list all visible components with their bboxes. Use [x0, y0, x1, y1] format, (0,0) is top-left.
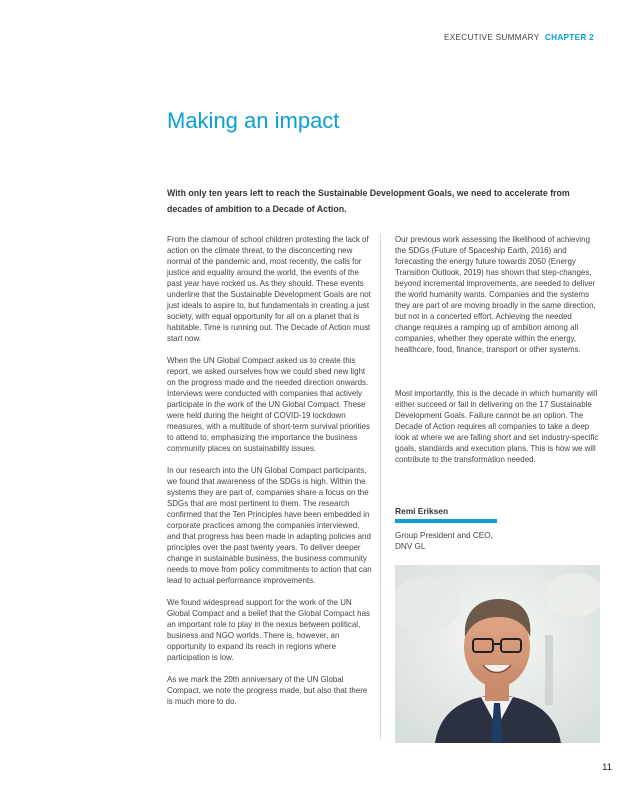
left-paragraph-5: As we mark the 20th anniversary of the UN Global Compact, we note the progress made, but also that there is much more to do.: [167, 675, 368, 706]
page-title: Making an impact: [167, 108, 340, 133]
page-number: 11: [602, 762, 612, 773]
profile-accent-bar: [395, 519, 497, 523]
running-header: [444, 33, 594, 42]
right-paragraph-2: Most importantly, this is the decade in which humanity will either succeed or fail in delivering on the 17 Sustainable Development Goals. Failure cannot be an option. The Decade of Action requires all companies to take a deep look at where we are falling short and set industry-specific goals, standards and execution plans. This is how we will contribute to the transformation needed.: [395, 389, 599, 464]
left-paragraph-3: In our research into the UN Global Compact participants, we found that awareness of the SDGs is high. Within the systems they are part of, companies share a focus on the SDGs that are most pertinent to them. The research confirmed that the Ten Principles have been embedded in corporate practices among the companies interviewed, and that progress has been made in adapting policies and principles over the past twenty years. To deliver deeper change in sustainable business, the business community needs to move from policy commitments to action that can lead to actual performance improvements.: [167, 466, 372, 585]
header-chapter: CHAPTER 2: [544, 33, 594, 42]
left-paragraph-1: From the clamour of school children protesting the lack of action on the climate threat, to the disconcerting new normal of the pandemic and, most recently, the calls for justice and equality around the world, the events of the past year have rocked us. As they should. These events underline that the Sustainable Development Goals are not just ideals to aspire to, but fundamentals in creating a just society, with equal opportunity for all on a planet that is habitable. Time is running out. The Decade of Action must start now.: [167, 235, 371, 343]
left-column: [167, 234, 372, 718]
header-section: EXECUTIVE SUMMARY: [443, 33, 540, 42]
portrait-illustration: [395, 565, 600, 743]
left-paragraph-4: We found widespread support for the work of the UN Global Compact and a belief that the Global Compact has an important role to play in the nexus between political, business and NGO worlds. There is, however, an opportunity to expand its reach in regions where participation is low.: [167, 598, 370, 662]
column-divider: [380, 234, 381, 739]
portrait-photo: [395, 565, 600, 743]
right-paragraph-1: Our previous work assessing the likelihood of achieving the SDGs (Future of Spaceship Earth, 2016) and forecasting the energy future towards 2050 (Energy Transition Outlook, 2019) has shown that step-changes, beyond incremental improvements, are needed to deliver the world humanity wants. Companies and the systems they are part of are moving broadly in the same direction, but not in a concerted effort. Achieving the needed change requires a ramping up of ambition among all companies, whether they operate within the energy, healthcare, food, finance, transport or other systems.: [395, 235, 596, 354]
left-paragraph-2: When the UN Global Compact asked us to create this report, we asked ourselves how we could shed new light on the progress made and the needed direction onwards. Interviews were conducted with companies that actively participate in the work of the UN Global Compact. These were held during the height of COVID-19 lockdown measures, with a multitude of short-term survival priorities to attend to, emphasizing the importance the business community places on sustainability issues.: [167, 356, 370, 453]
lead-paragraph: With only ten years left to reach the Sustainable Development Goals, we need to accelerate from decades of ambition to a Decade of Action.: [167, 188, 570, 214]
profile-role: Group President and CEO, DNV GL: [395, 531, 493, 551]
profile-name: Remi Eriksen: [395, 506, 449, 516]
